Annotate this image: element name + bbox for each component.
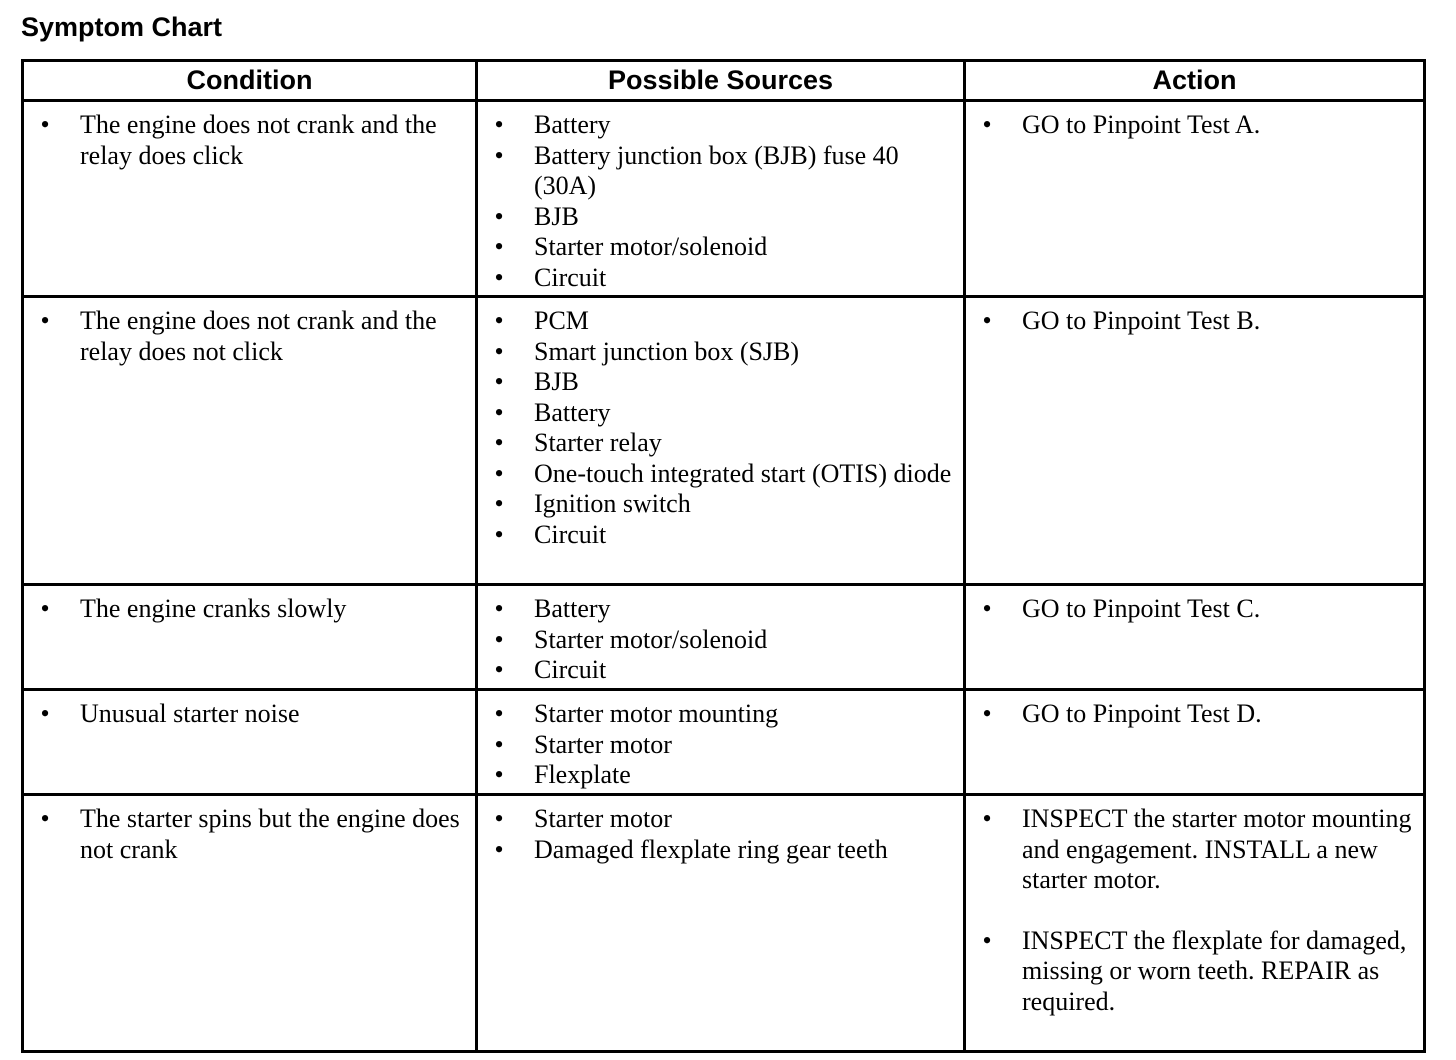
bullet-icon: • — [494, 201, 504, 231]
list-item: • The engine cranks slowly — [40, 594, 347, 623]
bullet-icon: • — [494, 760, 504, 789]
bullet-icon: • — [494, 519, 504, 549]
bullet-icon: • — [494, 729, 504, 759]
list-item: • Smart junction box (SJB) — [494, 336, 800, 366]
bullet-icon: • — [494, 834, 504, 864]
bullet-icon: • — [40, 306, 50, 335]
list-item: • PCM — [494, 306, 589, 335]
list-item: • GO to Pinpoint Test C. — [982, 594, 1261, 623]
condition-cell — [23, 690, 477, 795]
bullet-icon: • — [494, 262, 504, 292]
table-row — [23, 101, 1425, 297]
bullet-icon: • — [982, 804, 992, 833]
bullet-icon: • — [982, 306, 992, 335]
list-item: • The engine does not crank and the relay does not click — [40, 306, 437, 366]
sources-cell — [477, 690, 965, 795]
list-item: • Ignition switch — [494, 489, 691, 518]
list-item: • Battery — [494, 397, 611, 427]
list-item: • Circuit — [494, 519, 607, 549]
list-item: • Circuit — [494, 262, 607, 292]
condition-cell — [23, 585, 477, 690]
bullet-icon: • — [494, 140, 504, 170]
list-item: • BJB — [494, 367, 579, 396]
bullet-icon: • — [494, 428, 504, 457]
list-item: • Battery junction box (BJB) fuse 40 (30A) — [494, 140, 899, 200]
bullet-icon: • — [494, 489, 504, 518]
bullet-icon: • — [40, 594, 50, 623]
list-item: • Starter motor mounting — [494, 699, 779, 728]
chart-title: Symptom Chart — [21, 12, 223, 42]
header-possible-sources: Possible Sources — [477, 61, 965, 101]
action-cell — [965, 297, 1425, 585]
bullet-icon: • — [494, 367, 504, 396]
bullet-icon: • — [40, 804, 50, 833]
list-item: • Unusual starter noise — [40, 699, 300, 728]
table-row — [23, 795, 1425, 1052]
list-item: • GO to Pinpoint Test A. — [982, 110, 1261, 139]
sources-cell — [477, 585, 965, 690]
bullet-icon: • — [494, 594, 504, 623]
bullet-icon: • — [494, 336, 504, 366]
bullet-icon: • — [494, 699, 504, 728]
header-action: Action — [965, 61, 1425, 101]
condition-cell — [23, 101, 477, 297]
bullet-icon: • — [40, 699, 50, 728]
action-cell — [965, 585, 1425, 690]
list-item: • Battery — [494, 594, 611, 623]
bullet-icon: • — [494, 655, 504, 684]
list-item: • Starter motor — [494, 804, 672, 833]
list-item: • Damaged flexplate ring gear teeth — [494, 834, 888, 864]
bullet-icon: • — [494, 397, 504, 427]
condition-cell — [23, 297, 477, 585]
sources-cell — [477, 101, 965, 297]
bullet-icon: • — [494, 110, 504, 139]
list-item: • Starter motor/solenoid — [494, 232, 768, 261]
list-item: • GO to Pinpoint Test B. — [982, 306, 1261, 335]
table-row — [23, 585, 1425, 690]
bullet-icon: • — [494, 232, 504, 261]
symptom-chart-table — [21, 59, 1426, 1053]
bullet-icon: • — [494, 458, 504, 488]
bullet-icon: • — [982, 594, 992, 623]
bullet-icon: • — [982, 110, 992, 139]
header-condition: Condition — [23, 61, 477, 101]
list-item: • Flexplate — [494, 760, 631, 789]
action-cell — [965, 690, 1425, 795]
sources-cell — [477, 297, 965, 585]
list-item: • GO to Pinpoint Test D. — [982, 699, 1262, 728]
list-item: • Battery — [494, 110, 611, 139]
table-row — [23, 690, 1425, 795]
condition-cell — [23, 795, 477, 1052]
list-item: • INSPECT the flexplate for damaged, missing or worn teeth. REPAIR as required. — [982, 925, 1407, 1016]
action-cell — [965, 101, 1425, 297]
bullet-icon: • — [982, 699, 992, 728]
bullet-icon: • — [982, 925, 992, 955]
list-item: • The starter spins but the engine does not crank — [40, 804, 460, 864]
bullet-icon: • — [494, 804, 504, 833]
list-item: • The engine does not crank and the relay does click — [40, 110, 437, 170]
bullet-icon: • — [494, 306, 504, 335]
list-item: • Starter motor/solenoid — [494, 624, 768, 654]
list-item: • BJB — [494, 201, 579, 231]
table-row — [23, 297, 1425, 585]
list-item: • Starter motor — [494, 729, 672, 759]
list-item: • One-touch integrated start (OTIS) diode — [494, 458, 952, 488]
header-row — [23, 61, 1425, 101]
action-cell — [965, 795, 1425, 1052]
bullet-icon: • — [494, 624, 504, 654]
list-item: • INSPECT the starter motor mounting and engagement. INSTALL a new starter motor. — [982, 804, 1412, 894]
sources-cell — [477, 795, 965, 1052]
list-item: • Starter relay — [494, 428, 662, 457]
bullet-icon: • — [40, 110, 50, 139]
list-item: • Circuit — [494, 655, 607, 684]
